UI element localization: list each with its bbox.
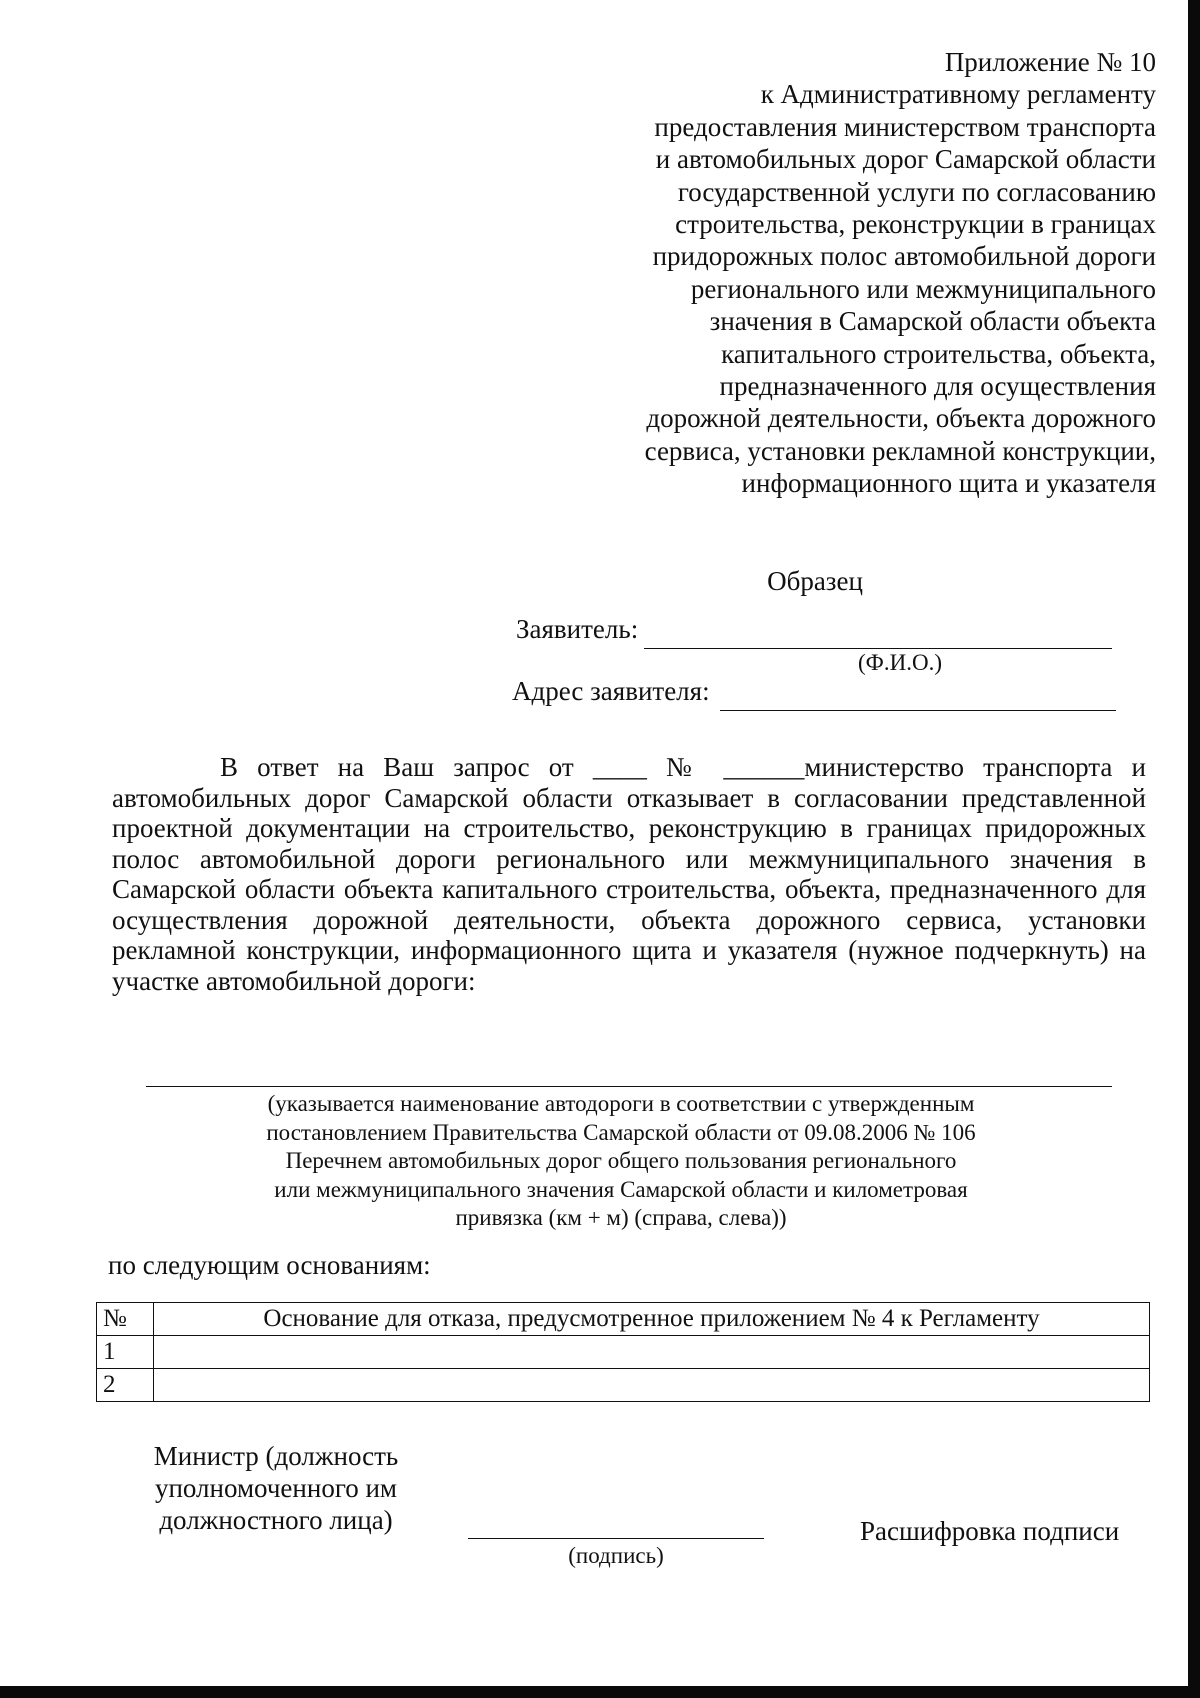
table-cell-number: 2	[97, 1369, 154, 1402]
table-row	[97, 1369, 1150, 1402]
signatory-position-line: уполномоченного им	[154, 1473, 398, 1503]
applicant-name-line	[644, 648, 1112, 649]
table-cell-reason	[154, 1336, 1150, 1369]
appendix-line: предоставления министерством транспорта	[654, 111, 1156, 142]
refusal-body	[112, 752, 1146, 996]
road-caption-line: (указывается наименование автодороги в соответствии с утвержденным	[267, 1091, 975, 1116]
appendix-line: к Административному регламенту	[760, 79, 1156, 110]
scan-border-right	[1188, 0, 1200, 1698]
table-row	[97, 1336, 1150, 1369]
signature-decode-label: Расшифровка подписи	[860, 1516, 1120, 1546]
refusal-reasons-table	[96, 1302, 1150, 1402]
applicant-label: Заявитель:	[516, 614, 639, 644]
grounds-label: по следующим основаниям:	[108, 1250, 431, 1280]
table-header-number: №	[97, 1303, 154, 1336]
appendix-line: информационного щита и указателя	[741, 468, 1156, 499]
applicant-address-label: Адрес заявителя:	[512, 676, 710, 706]
appendix-line: и автомобильных дорог Самарской области	[655, 144, 1156, 175]
road-caption-line: Перечнем автомобильных дорог общего пользования регионального	[285, 1148, 957, 1173]
table-header-row	[97, 1303, 1150, 1336]
appendix-line: сервиса, установки рекламной конструкции,	[644, 435, 1156, 466]
appendix-header	[496, 46, 1156, 500]
applicant-address-line	[720, 710, 1116, 711]
appendix-line: капитального строительства, объекта,	[721, 338, 1156, 369]
appendix-line: дорожной деятельности, объекта дорожного	[646, 403, 1156, 434]
appendix-line: государственной услуги по согласованию	[677, 176, 1156, 207]
signature-line	[468, 1538, 764, 1539]
signatory-position-line: Министр (должность	[153, 1441, 399, 1471]
road-caption-line: или межмуниципального значения Самарской области и километровая	[274, 1176, 968, 1202]
appendix-line: значения в Самарской области объекта	[709, 306, 1156, 337]
signature-caption: (подпись)	[568, 1543, 664, 1568]
appendix-line: придорожных полос автомобильной дороги	[652, 241, 1156, 272]
sample-label: Образец	[767, 566, 863, 596]
applicant-name-caption: (Ф.И.О.)	[858, 650, 942, 675]
road-name-line	[146, 1086, 1112, 1087]
table-header-reason: Основание для отказа, предусмотренное приложением № 4 к Регламенту	[154, 1303, 1150, 1336]
appendix-line: строительства, реконструкции в границах	[675, 209, 1156, 240]
refusal-paragraph: В ответ на Ваш запрос от ____ № ______министерство транспорта и автомобильных дорог Самарской области отказывает в согласовании представленной проектной документации на строительство, реконструкцию в границах придорожных полос автомобильной дороги регионального или межмуниципального значения в Самарской области объекта капитального строительства, объекта, предназначенного для осуществления дорожной деятельности, объекта дорожного сервиса, установки рекламной конструкции, информационного щита и указателя (нужное подчеркнуть) на участке автомобильной дороги:	[112, 752, 1146, 996]
road-caption-line: привязка (км + м) (справа, слева))	[455, 1205, 787, 1230]
table-cell-reason	[154, 1369, 1150, 1402]
scan-border-bottom	[0, 1686, 1200, 1698]
road-caption-line: постановлением Правительства Самарской области от 09.08.2006 № 106	[266, 1119, 976, 1145]
table-cell-number: 1	[97, 1336, 154, 1369]
signatory-position-line: должностного лица)	[159, 1505, 393, 1535]
appendix-line: предназначенного для осуществления	[719, 371, 1156, 402]
appendix-line: Приложение № 10	[944, 47, 1156, 77]
signatory-position	[136, 1440, 416, 1536]
road-caption	[226, 1090, 1016, 1233]
appendix-line: регионального или межмуниципального	[690, 273, 1156, 304]
